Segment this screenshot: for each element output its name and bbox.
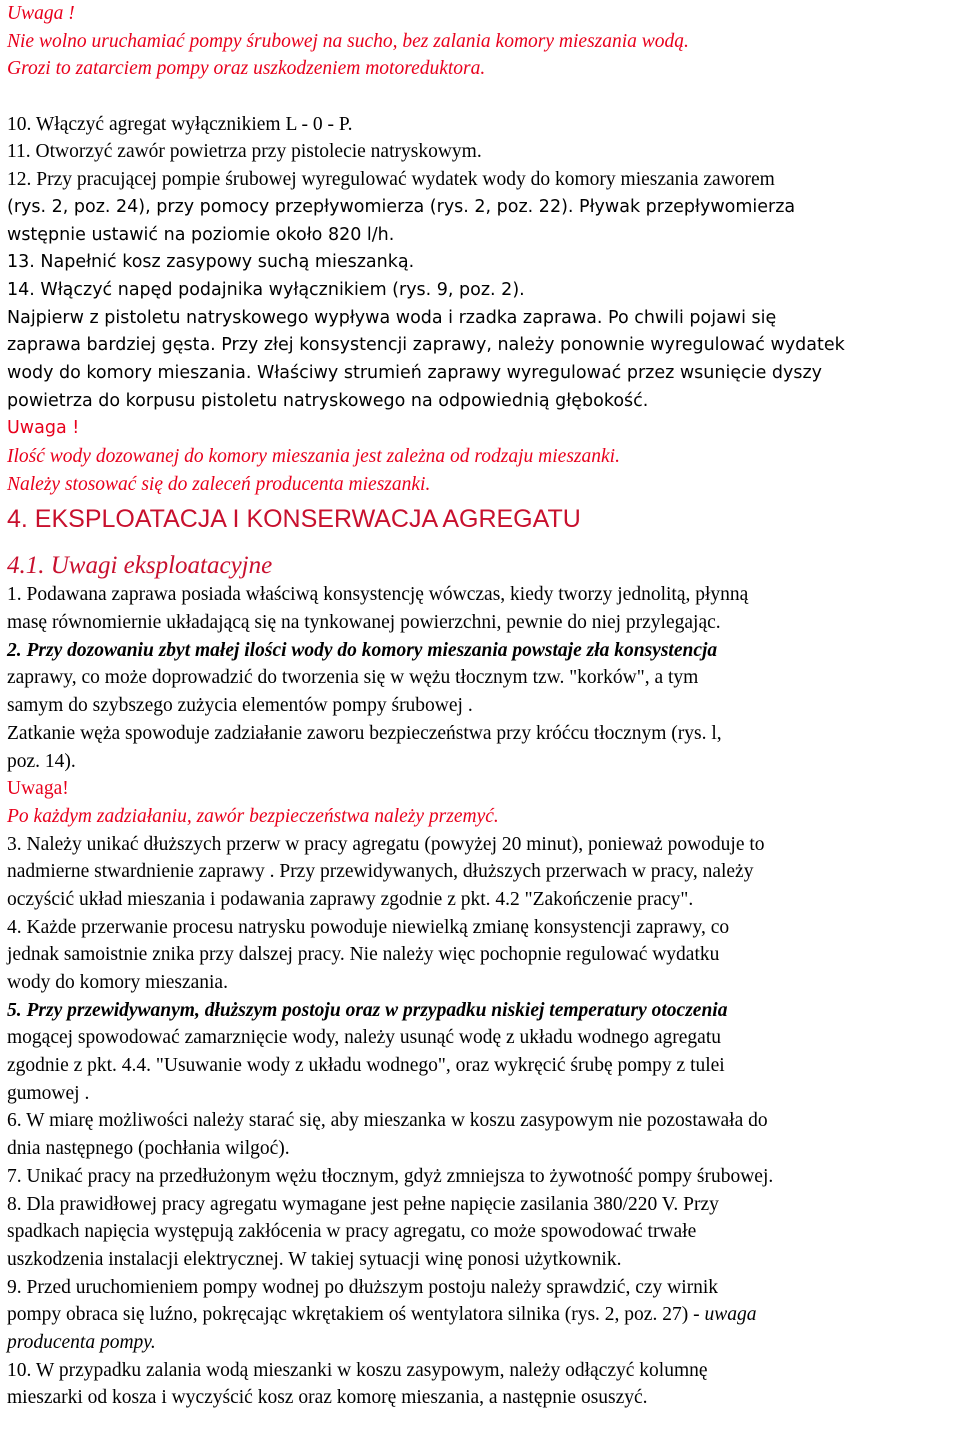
remark-2-line: Zatkanie węża spowoduje zadziałanie zaworu bezpieczeństwa przy króćcu tłocznym (rys. l, — [7, 722, 722, 744]
warning-text-line: Nie wolno uruchamiać pompy śrubowej na sucho, bez zalania komory mieszania wodą. — [7, 30, 689, 52]
remark-4-line: wody do komory mieszania. — [7, 972, 228, 993]
remark-6-line: 6. W miarę możliwości należy starać się, aby mieszanka w koszu zasypowym nie pozostawała do — [7, 1110, 768, 1132]
remark-5-line: 5. Przy przewidywanym, dłuższym postoju oraz w przypadku niskiej temperatury otoczenia — [7, 999, 728, 1021]
step-12-line: (rys. 2, poz. 24), przy pomocy przepływomierza (rys. 2, poz. 22). Pływak przepływomierza — [7, 196, 796, 217]
remark-9-line: producenta pompy. — [7, 1331, 156, 1353]
section-heading: 4. EKSPLOATACJA I KONSERWACJA AGREGATU — [7, 505, 581, 534]
document-page — [7, 0, 957, 1412]
warning-label: Uwaga! — [7, 778, 69, 800]
step-note-line: zaprawa bardziej gęsta. Przy złej konsystencji zaprawy, należy ponownie wyregulować wydatek — [7, 335, 845, 356]
remark-6-line: dnia następnego (pochłania wilgoć). — [7, 1138, 290, 1160]
remark-8-line: uszkodzenia instalacji elektrycznej. W takiej sytuacji winę ponosi użytkownik. — [7, 1248, 622, 1270]
step-14: 14. Włączyć napęd podajnika wyłącznikiem (rys. 9, poz. 2). — [7, 279, 525, 300]
remark-8-line: spadkach napięcia występują zakłócenia w pracy agregatu, co może spowodować trwałe — [7, 1221, 697, 1243]
remark-3-line: nadmierne stwardnienie zaprawy . Przy przewidywanych, dłuższych przerwach w pracy, należy — [7, 861, 754, 883]
remark-9-line: 9. Przed uruchomieniem pompy wodnej po dłuższym postoju należy sprawdzić, czy wirnik — [7, 1276, 719, 1298]
remark-9-line — [7, 1301, 957, 1329]
step-13: 13. Napełnić kosz zasypowy suchą mieszanką. — [7, 252, 415, 273]
remark-2-line: poz. 14). — [7, 750, 76, 772]
step-note-line: Najpierw z pistoletu natryskowego wypływa woda i rzadka zaprawa. Po chwili pojawi się — [7, 307, 777, 328]
remark-10-line: mieszarki od kosza i wyczyścić kosz oraz komorę mieszania, a następnie osuszyć. — [7, 1387, 648, 1409]
remark-3-line: oczyścić układ mieszania i podawania zaprawy zgodnie z pkt. 4.2 "Zakończenie pracy". — [7, 888, 694, 910]
warning-label: Uwaga ! — [7, 418, 80, 439]
remark-2-line: 2. Przy dozowaniu zbyt małej ilości wody do komory mieszania powstaje zła konsystencja — [7, 639, 718, 661]
remark-5-line: gumowej . — [7, 1082, 90, 1104]
warning-text-line: Grozi to zatarciem pompy oraz uszkodzeniem motoreduktora. — [7, 58, 486, 80]
spacer — [7, 83, 957, 111]
step-note-line: powietrza do korpusu pistoletu natryskowego na odpowiednią głębokość. — [7, 390, 649, 411]
warning-text-line: Po każdym zadziałaniu, zawór bezpieczeństwa należy przemyć. — [7, 805, 499, 827]
step-11: 11. Otworzyć zawór powietrza przy pistolecie natryskowym. — [7, 141, 482, 163]
remark-8-line: 8. Dla prawidłowej pracy agregatu wymagane jest pełne napięcie zasilania 380/220 V. Przy — [7, 1193, 719, 1215]
remark-5-line: mogącej spowodować zamarznięcie wody, należy usunąć wodę z układu wodnego agregatu — [7, 1027, 721, 1049]
remark-4-line: jednak samoistnie znika przy dalszej pracy. Nie należy więc pochopnie regulować wydatku — [7, 944, 720, 966]
warning-text-line: Ilość wody dozowanej do komory mieszania jest zależna od rodzaju mieszanki. — [7, 446, 620, 467]
warning-label: Uwaga ! — [7, 3, 75, 24]
step-12-line: 12. Przy pracującej pompie śrubowej wyregulować wydatek wody do komory mieszania zaworem — [7, 169, 775, 191]
remark-5-line: zgodnie z pkt. 4.4. "Usuwanie wody z układu wodnego", oraz wykręcić śrubę pompy z tulei — [7, 1055, 725, 1077]
step-10: 10. Włączyć agregat wyłącznikiem L - 0 - P. — [7, 113, 353, 135]
remark-9-italic-note: uwaga — [704, 1304, 757, 1326]
remark-3-line: 3. Należy unikać dłuższych przerw w pracy agregatu (powyżej 20 minut), ponieważ powoduje to — [7, 833, 765, 855]
remark-9-text: pompy obraca się luźno, pokręcając wkrętakiem oś wentylatora silnika (rys. 2, poz. 27) - — [7, 1304, 705, 1326]
warning-text-line: Należy stosować się do zaleceń producenta mieszanki. — [7, 473, 431, 495]
remark-10-line: 10. W przypadku zalania wodą mieszanki w koszu zasypowym, należy odłączyć kolumnę — [7, 1359, 708, 1381]
step-note-line: wody do komory mieszania. Właściwy strumień zaprawy wyregulować przez wsunięcie dyszy — [7, 362, 823, 383]
remark-1-line: 1. Podawana zaprawa posiada właściwą konsystencję wówczas, kiedy tworzy jednolitą, płynną — [7, 584, 749, 606]
remark-1-line: masę równomiernie układającą się na tynkowanej powierzchni, pewnie do niej przylegając. — [7, 612, 721, 634]
remark-4-line: 4. Każde przerwanie procesu natrysku powoduje niewielką zmianę konsystencji zaprawy, co — [7, 916, 730, 938]
subsection-heading: 4.1. Uwagi eksploatacyjne — [7, 552, 273, 580]
remark-2-line: samym do szybszego zużycia elementów pompy śrubowej . — [7, 695, 473, 717]
remark-2-line: zaprawy, co może doprowadzić do tworzenia się w wężu tłocznym tzw. "korków", a tym — [7, 667, 699, 689]
remark-7: 7. Unikać pracy na przedłużonym wężu tłocznym, gdyż zmniejsza to żywotność pompy śrubowej. — [7, 1165, 774, 1187]
step-12-line: wstępnie ustawić na poziomie około 820 l/h. — [7, 224, 395, 245]
